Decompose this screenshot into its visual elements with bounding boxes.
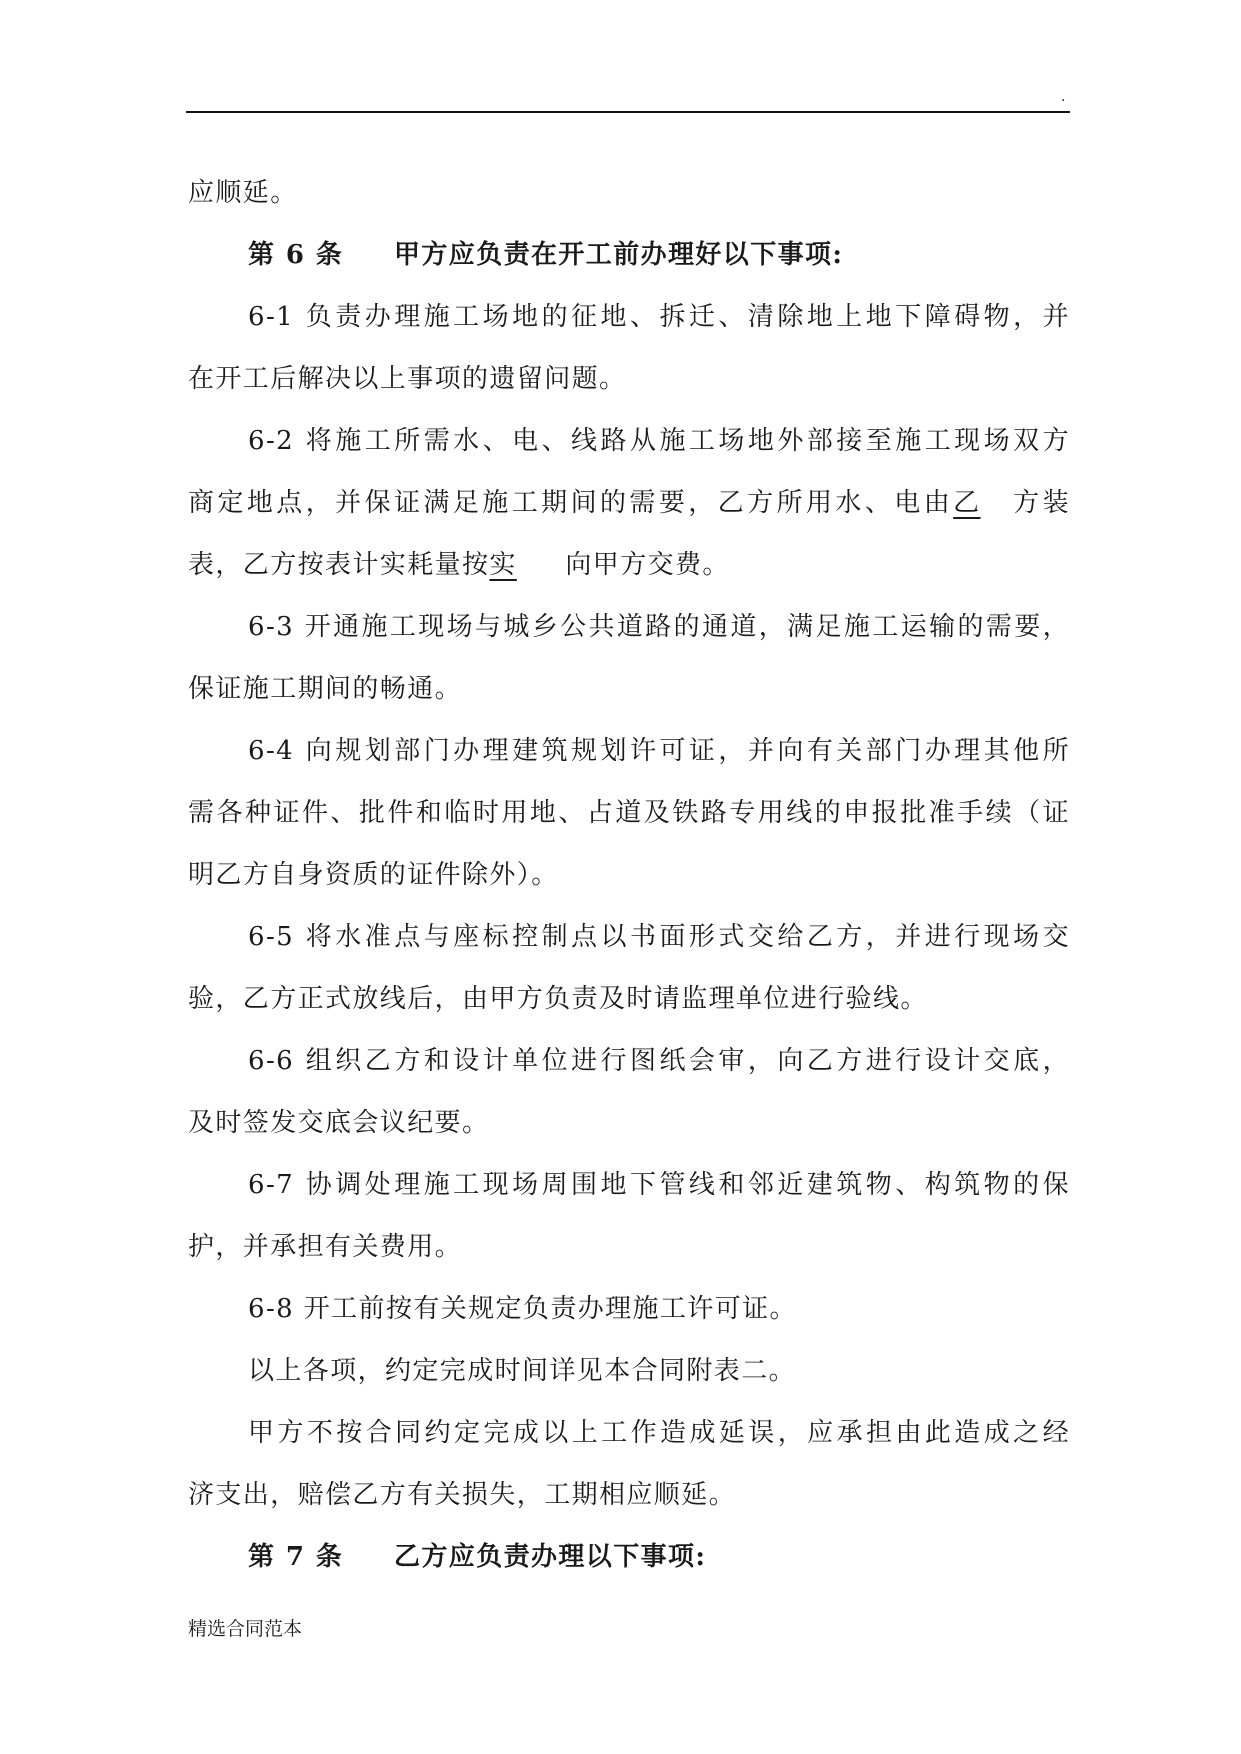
item-6-6-line-2: 及时签发交底会议纪要。 (188, 1108, 490, 1138)
item-6-1-line-2: 在开工后解决以上事项的遗留问题。 (188, 364, 627, 394)
item-6-7-line-1: 6-7 协调处理施工现场周围地下管线和邻近建筑物、构筑物的保 (248, 1170, 1070, 1200)
article-6-penalty-line-2: 济支出，赔偿乙方有关损失，工期相应顺延。 (188, 1480, 737, 1510)
article-7-heading (188, 1526, 1070, 1588)
article-7-number: 第 7 条 (248, 1542, 344, 1572)
item-6-6-line-1: 6-6 组织乙方和设计单位进行图纸会审，向乙方进行设计交底， (248, 1046, 1070, 1076)
item-6-4-line-3: 明乙方自身资质的证件除外）。 (188, 860, 559, 890)
item-6-4-line-2: 需各种证件、批件和临时用地、占道及铁路专用线的申报批准手续（证 (188, 798, 1070, 828)
article-6-penalty-line-1: 甲方不按合同约定完成以上工作造成延误，应承担由此造成之经 (248, 1418, 1070, 1448)
header-rule (186, 111, 1070, 113)
item-6-2-line-3 (188, 534, 1070, 596)
item-6-5-line-1: 6-5 将水准点与座标控制点以书面形式交给乙方，并进行现场交 (248, 922, 1070, 952)
item-6-4-line-1: 6-4 向规划部门办理建筑规划许可证，并向有关部门办理其他所 (248, 736, 1070, 766)
item-6-2-line-1: 6-2 将施工所需水、电、线路从施工场地外部接至施工现场双方 (248, 426, 1070, 456)
item-6-8-line-1: 6-8 开工前按有关规定负责办理施工许可证。 (248, 1294, 797, 1324)
footer-text: 精选合同范本 (188, 1618, 303, 1640)
item-6-2-line-2-pre: 商定地点，并保证满足施工期间的需要，乙方所用水、电由 (188, 488, 954, 518)
article-6-title: 甲方应负责在开工前办理好以下事项: (394, 240, 844, 270)
fee-basis-blank: 实 (489, 550, 517, 580)
item-6-5-line-2: 验，乙方正式放线后，由甲方负责及时请监理单位进行验线。 (188, 984, 928, 1014)
item-6-3-line-2: 保证施工期间的畅通。 (188, 674, 463, 704)
item-6-2-line-2-post: 方装 (1011, 488, 1070, 518)
item-6-2-line-3-pre: 表，乙方按表计实耗量按 (188, 550, 490, 580)
water-meter-party-blank: 乙 (953, 488, 981, 518)
item-6-7-line-2: 护，并承担有关费用。 (188, 1232, 463, 1262)
continuation-text: 应顺延。 (188, 178, 298, 208)
item-6-2-line-2 (188, 472, 1070, 534)
article-6-heading (188, 224, 1070, 286)
header-dot: . (1061, 89, 1066, 105)
document-body (188, 162, 1070, 1588)
article-6-note: 以上各项，约定完成时间详见本合同附表二。 (248, 1356, 797, 1386)
article-7-title: 乙方应负责办理以下事项: (394, 1542, 707, 1572)
article-6-number: 第 6 条 (248, 240, 344, 270)
item-6-2-line-3-post: 向甲方交费。 (565, 550, 730, 580)
item-6-1-line-1: 6-1 负责办理施工场地的征地、拆迁、清除地上地下障碍物，并 (248, 302, 1070, 332)
item-6-3-line-1: 6-3 开通施工现场与城乡公共道路的通道，满足施工运输的需要， (248, 612, 1070, 642)
